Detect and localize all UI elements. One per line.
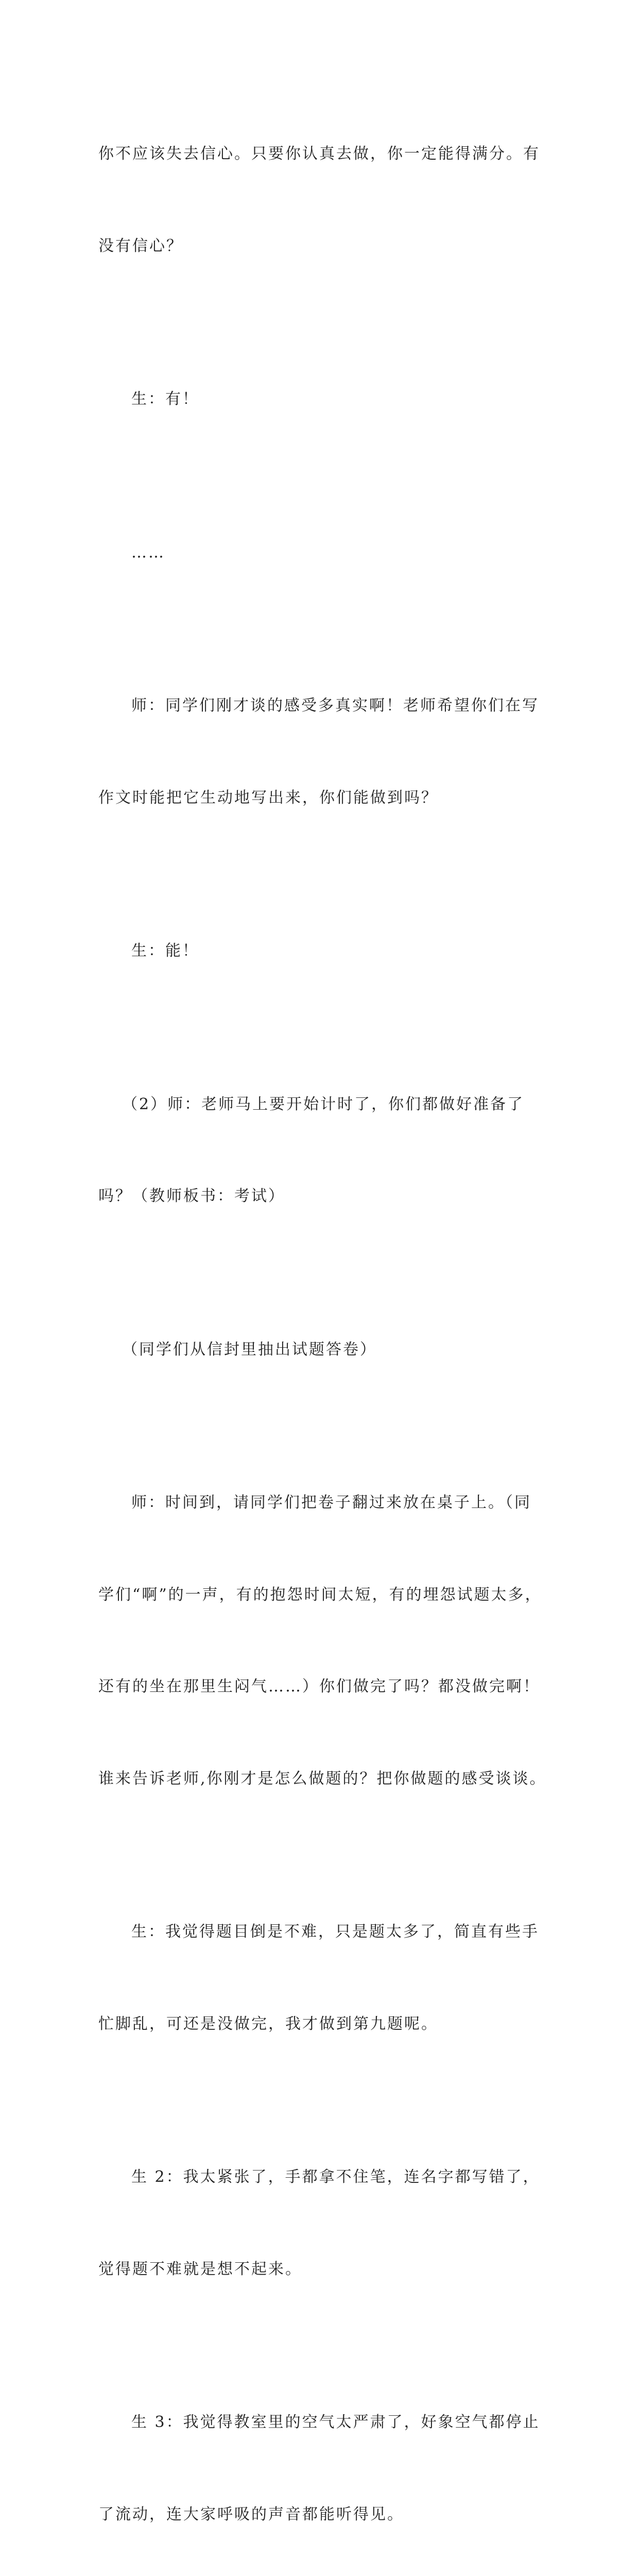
text-line: 你不应该失去信心。只要你认真去做，你一定能得满分。有 [98,145,540,163]
paragraph-10 [98,2100,546,2346]
text-line: 还有的坐在那里生闷气……）你们做完了吗？都没做完啊！ [98,1677,540,1696]
paragraph-1 [98,77,546,323]
text-line: 作文时能把它生动地写出来，你们能做到吗？ [98,788,438,807]
text-line: 学们“啊”的一声，有的抱怨时间太短，有的埋怨试题太多， [98,1585,542,1604]
text-line: 没有信心？ [98,236,183,255]
text-line: 生：有！ [131,390,199,408]
text-line: 觉得题不难就是想不起来。 [98,2260,302,2278]
text-line: …… [131,543,165,562]
paragraph-7 [98,1273,546,1427]
text-line: 忙脚乱，可还是没做完，我才做到第九题呢。 [98,2014,438,2033]
paragraph-2 [98,323,546,476]
paragraph-3 [98,476,546,630]
text-line: 谁来告诉老师,你刚才是怎么做题的？把你做题的感受谈谈。 [98,1769,547,1788]
paragraph-9 [98,1855,546,2100]
paragraph-4 [98,629,546,874]
text-line: 师：时间到，请同学们把卷子翻过来放在桌子上。（同 [131,1494,531,1512]
text-line: （同学们从信封里抽出试题答卷） [122,1340,377,1359]
paragraph-11 [98,2346,546,2576]
document-body [98,77,546,2576]
text-line: 师：同学们刚才谈的感受多真实啊！老师希望你们在写 [131,697,539,715]
paragraph-5 [98,874,546,1028]
text-line: 生：我觉得题目倒是不难，只是题太多了，简直有些手 [131,1923,539,1941]
text-line: 生 3：我觉得教室里的空气太严肃了，好象空气都停止 [131,2413,540,2431]
text-line: 生 2：我太紧张了，手都拿不住笔，连名字都写错了， [131,2168,540,2186]
paragraph-8 [98,1426,546,1855]
text-line: 吗？（教师板书：考试） [98,1187,285,1205]
paragraph-6 [98,1028,546,1273]
text-line: 了流动，连大家呼吸的声音都能听得见。 [98,2505,404,2523]
text-line: 生：能！ [131,942,199,960]
text-line: （2）师：老师马上要开始计时了，你们都做好准备了 [122,1095,525,1113]
